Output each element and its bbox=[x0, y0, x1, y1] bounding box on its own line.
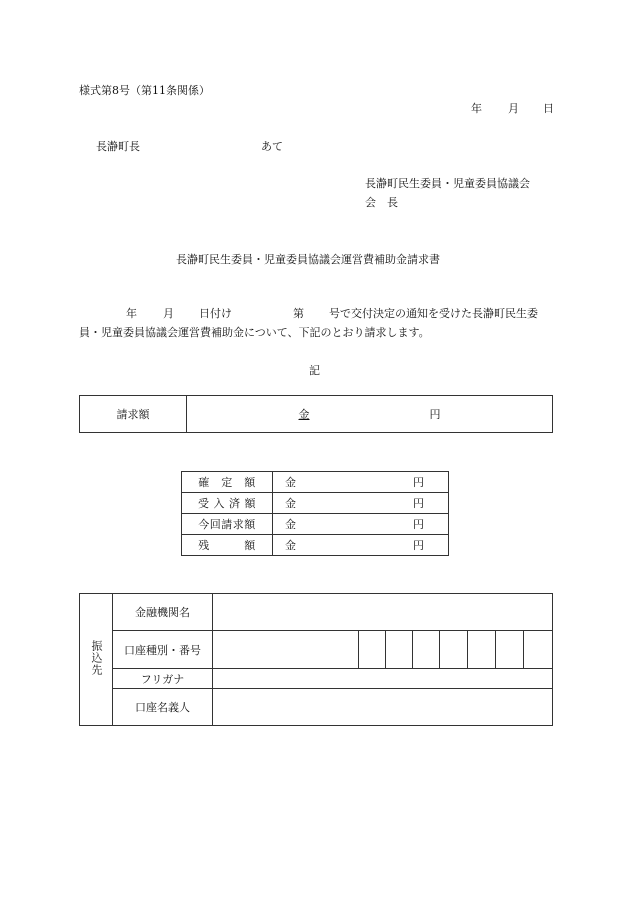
furigana-label: フリガナ bbox=[113, 669, 213, 689]
account-type-field[interactable] bbox=[213, 631, 359, 669]
summary-currency: 金 bbox=[285, 518, 296, 531]
account-type-label: 口座種別・番号 bbox=[113, 631, 213, 669]
body-line1-rest: 号で交付決定の通知を受けた長瀞町民生委 bbox=[329, 307, 538, 320]
sender-organization: 長瀞町民生委員・児童委員協議会 bbox=[365, 177, 530, 190]
body-year: 年 bbox=[126, 307, 137, 320]
body-day-dated: 日付け bbox=[199, 307, 232, 320]
date-month: 月 bbox=[508, 102, 519, 115]
summary-table bbox=[181, 471, 449, 556]
transfer-table bbox=[79, 593, 553, 726]
request-amount-label: 請求額 bbox=[80, 396, 187, 433]
summary-unit: 円 bbox=[413, 476, 424, 489]
ki-heading: 記 bbox=[309, 364, 320, 377]
summary-value[interactable] bbox=[273, 514, 449, 535]
addressee-suffix: あて bbox=[261, 140, 283, 153]
account-holder-field[interactable] bbox=[213, 689, 553, 726]
summary-value[interactable] bbox=[273, 535, 449, 556]
body-number-prefix: 第 bbox=[293, 307, 304, 320]
body-line2: 員・児童委員協議会運営費補助金について、下記のとおり請求します。 bbox=[79, 326, 430, 339]
summary-label: 受 入 済 額 bbox=[182, 493, 273, 514]
summary-label: 確 定 額 bbox=[182, 472, 273, 493]
summary-label: 今回請求額 bbox=[182, 514, 273, 535]
request-amount-table bbox=[79, 395, 553, 433]
bank-name-label: 金融機関名 bbox=[113, 594, 213, 631]
request-amount-unit: 円 bbox=[429, 408, 441, 421]
account-digit-7[interactable] bbox=[524, 631, 553, 669]
account-digit-5[interactable] bbox=[468, 631, 496, 669]
addressee-name: 長瀞町長 bbox=[96, 140, 140, 153]
account-digit-2[interactable] bbox=[386, 631, 413, 669]
date-year: 年 bbox=[471, 102, 482, 115]
transfer-section-label bbox=[80, 594, 113, 726]
table-row bbox=[182, 493, 449, 514]
body-month: 月 bbox=[163, 307, 174, 320]
document-title: 長瀞町民生委員・児童委員協議会運営費補助金請求書 bbox=[176, 253, 440, 266]
summary-unit: 円 bbox=[413, 497, 424, 510]
request-amount-currency: 金 bbox=[298, 408, 310, 421]
transfer-section-text: 振込先 bbox=[90, 640, 103, 676]
table-row bbox=[182, 535, 449, 556]
date-day: 日 bbox=[543, 102, 554, 115]
summary-label: 残 額 bbox=[182, 535, 273, 556]
account-holder-label: 口座名義人 bbox=[113, 689, 213, 726]
form-number: 様式第8号（第11条関係） bbox=[79, 84, 210, 97]
table-row bbox=[182, 472, 449, 493]
furigana-field[interactable] bbox=[213, 669, 553, 689]
account-digit-4[interactable] bbox=[440, 631, 468, 669]
table-row bbox=[182, 514, 449, 535]
account-digit-1[interactable] bbox=[359, 631, 386, 669]
summary-unit: 円 bbox=[413, 518, 424, 531]
account-digit-6[interactable] bbox=[496, 631, 524, 669]
summary-currency: 金 bbox=[285, 539, 296, 552]
summary-value[interactable] bbox=[273, 493, 449, 514]
summary-value[interactable] bbox=[273, 472, 449, 493]
sender-title: 会 長 bbox=[365, 196, 398, 209]
summary-unit: 円 bbox=[413, 539, 424, 552]
request-amount-value[interactable] bbox=[187, 396, 553, 433]
summary-currency: 金 bbox=[285, 476, 296, 489]
summary-currency: 金 bbox=[285, 497, 296, 510]
account-digit-3[interactable] bbox=[413, 631, 440, 669]
bank-name-field[interactable] bbox=[213, 594, 553, 631]
